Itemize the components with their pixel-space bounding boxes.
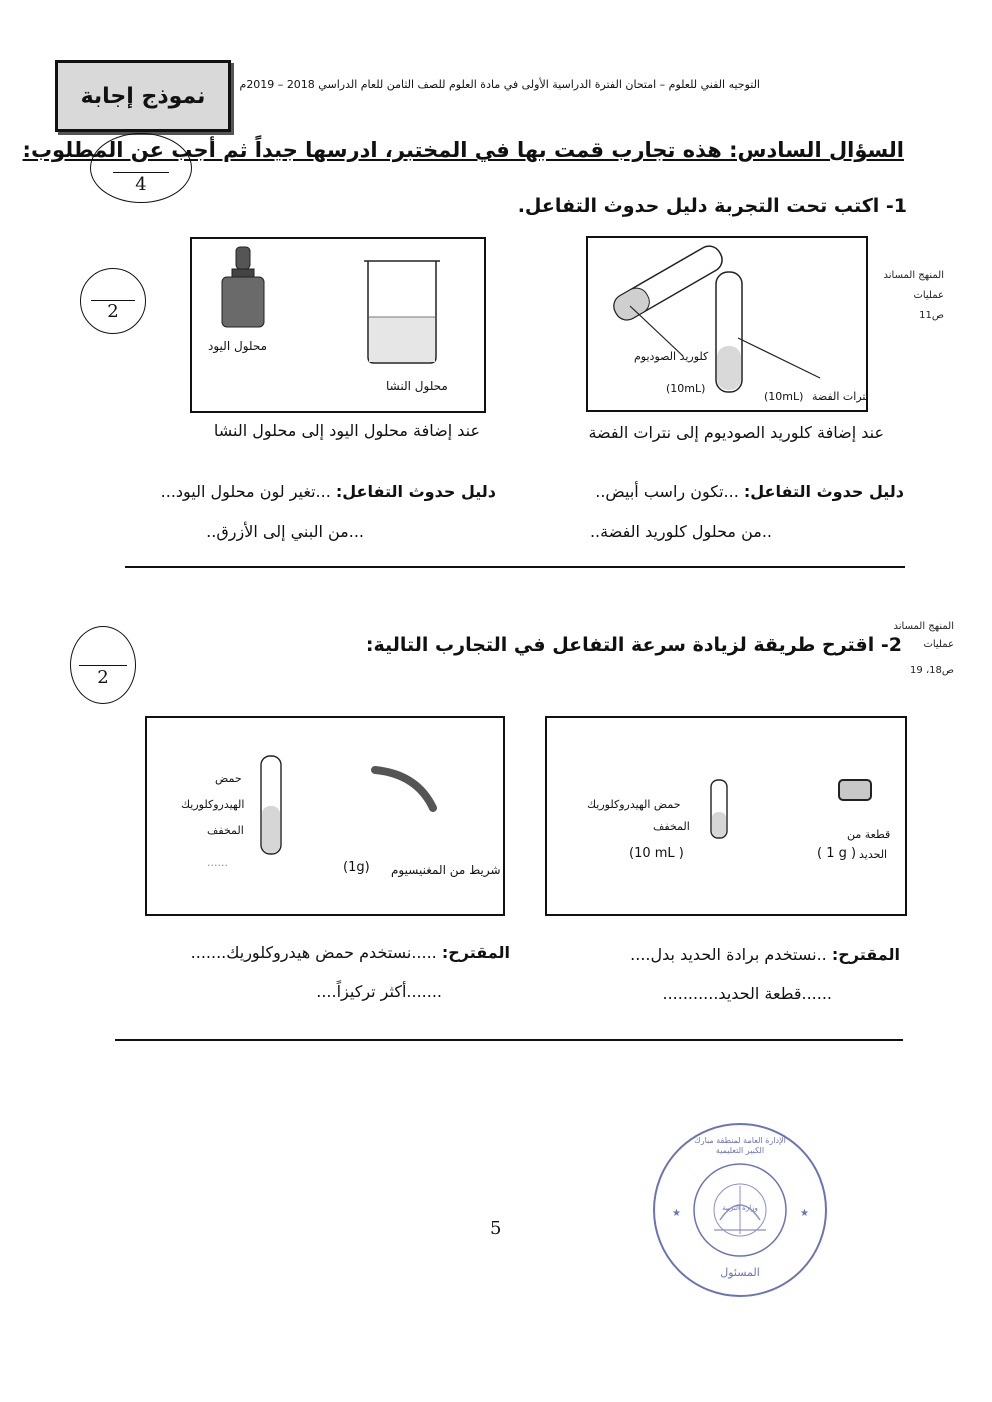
acid-dots: ......: [207, 856, 228, 869]
page-number: 5: [490, 1218, 502, 1239]
silver-nitrate-experiment-figure: [586, 236, 868, 412]
part2-reference: المنهج المساند عمليات ص18، 19: [893, 621, 954, 676]
part1-title: 1- اكتب تحت التجربة دليل حدوث التفاعل.: [517, 195, 907, 217]
part1-score-circle: [80, 268, 146, 334]
silver-nitrate-evidence-2: ..من محلول كلوريد الفضة..: [589, 522, 772, 541]
acid-label: حمض الهيدروكلوريك: [587, 798, 681, 811]
stamp-text: الإدارة العامة لمنطقة مبارك الكبير التعليمية: [694, 1136, 786, 1155]
acid-volume: (10 mL ): [629, 846, 684, 861]
iodine-caption: عند إضافة محلول اليود إلى محلول النشا: [213, 421, 480, 440]
part2-score: 2: [97, 667, 109, 688]
iron-acid-illustration: [547, 718, 905, 914]
svg-text:★: ★: [800, 1208, 809, 1219]
magnesium-label: شريط من المغنيسيوم: [391, 863, 501, 877]
proposal-label: المقترح:: [831, 945, 900, 964]
magnesium-acid-experiment-figure: [145, 716, 505, 916]
evidence-label: دليل حدوث التفاعل:: [743, 482, 904, 501]
sodium-chloride-label: كلوريد الصوديوم: [634, 350, 709, 363]
divider-2: [115, 1039, 903, 1041]
silver-nitrate-label: نترات الفضة: [812, 390, 869, 403]
iodine-evidence: [161, 482, 496, 501]
right-volume-label: (10mL): [764, 390, 804, 403]
svg-text:★: ★: [672, 1208, 681, 1219]
part1-reference: المنهج المساند عمليات ص11: [883, 270, 944, 321]
iron-acid-experiment-figure: [545, 716, 907, 916]
starch-label: محلول النشا: [386, 379, 448, 393]
iron-label: الحديد: [859, 848, 888, 861]
magnesium-proposal: [191, 943, 510, 962]
test-tubes-illustration: [588, 238, 866, 410]
silver-nitrate-caption: عند إضافة كلوريد الصوديوم إلى نترات الفضة: [588, 423, 884, 442]
stamp-center: وزارة التربية: [722, 1204, 758, 1212]
total-score: 4: [135, 174, 147, 195]
answer-model-label: نموذج إجابة: [80, 83, 206, 109]
exam-header-line: التوجيه الفني للعلوم – امتحان الفترة الدراسية الأولى في مادة العلوم للصف الثامن للعام الدراسي 2018 – 2019م: [239, 78, 760, 91]
evidence-answer-1: ...تكون راسب أبيض..: [595, 482, 739, 501]
iron-proposal-2: ......قطعة الحديد...........: [662, 984, 832, 1003]
answer-model-badge: [55, 60, 231, 132]
total-score-circle: [90, 133, 192, 203]
acid-dilute-label: المخفف: [653, 820, 690, 833]
left-volume-label: (10mL): [666, 382, 706, 395]
silver-nitrate-evidence: [595, 482, 904, 501]
evidence-answer-1: ...تغير لون محلول اليود...: [160, 482, 331, 501]
official-stamp: [650, 1120, 830, 1300]
magnesium-proposal-2: .......أكثر تركيزاً....: [316, 982, 442, 1001]
part1-score: 2: [107, 301, 119, 322]
stamp-bottom: المسئول: [720, 1266, 760, 1279]
acid-dilute-label: المخفف: [207, 824, 244, 837]
question-title: السؤال السادس: هذه تجارب قمت بها في المختبر، ادرسها جيداً ثم أجب عن المطلوب:: [22, 138, 904, 162]
iodine-starch-experiment-figure: [190, 237, 486, 413]
evidence-label: دليل حدوث التفاعل:: [335, 482, 496, 501]
part2-title: 2- اقترح طريقة لزيادة سرعة التفاعل في التجارب التالية:: [365, 634, 902, 656]
iron-proposal: [630, 945, 900, 964]
magnesium-acid-illustration: [147, 718, 503, 914]
acid-label: حمض: [215, 772, 242, 785]
iron-piece-label: قطعة من: [847, 828, 891, 841]
proposal-answer-1: .....نستخدم حمض هيدروكلوريك.......: [190, 943, 437, 962]
iodine-label: محلول اليود: [208, 339, 268, 353]
part2-score-circle: [70, 626, 136, 704]
iodine-evidence-2: ...من البني إلى الأزرق..: [206, 522, 364, 541]
magnesium-mass: (1g): [343, 860, 370, 875]
proposal-answer-1: ..نستخدم برادة الحديد بدل....: [630, 945, 827, 964]
iron-mass: ( 1 g ): [817, 846, 857, 861]
proposal-label: المقترح:: [441, 943, 510, 962]
divider-1: [125, 566, 905, 568]
acid-name-label: الهيدروكلوريك: [181, 798, 245, 811]
